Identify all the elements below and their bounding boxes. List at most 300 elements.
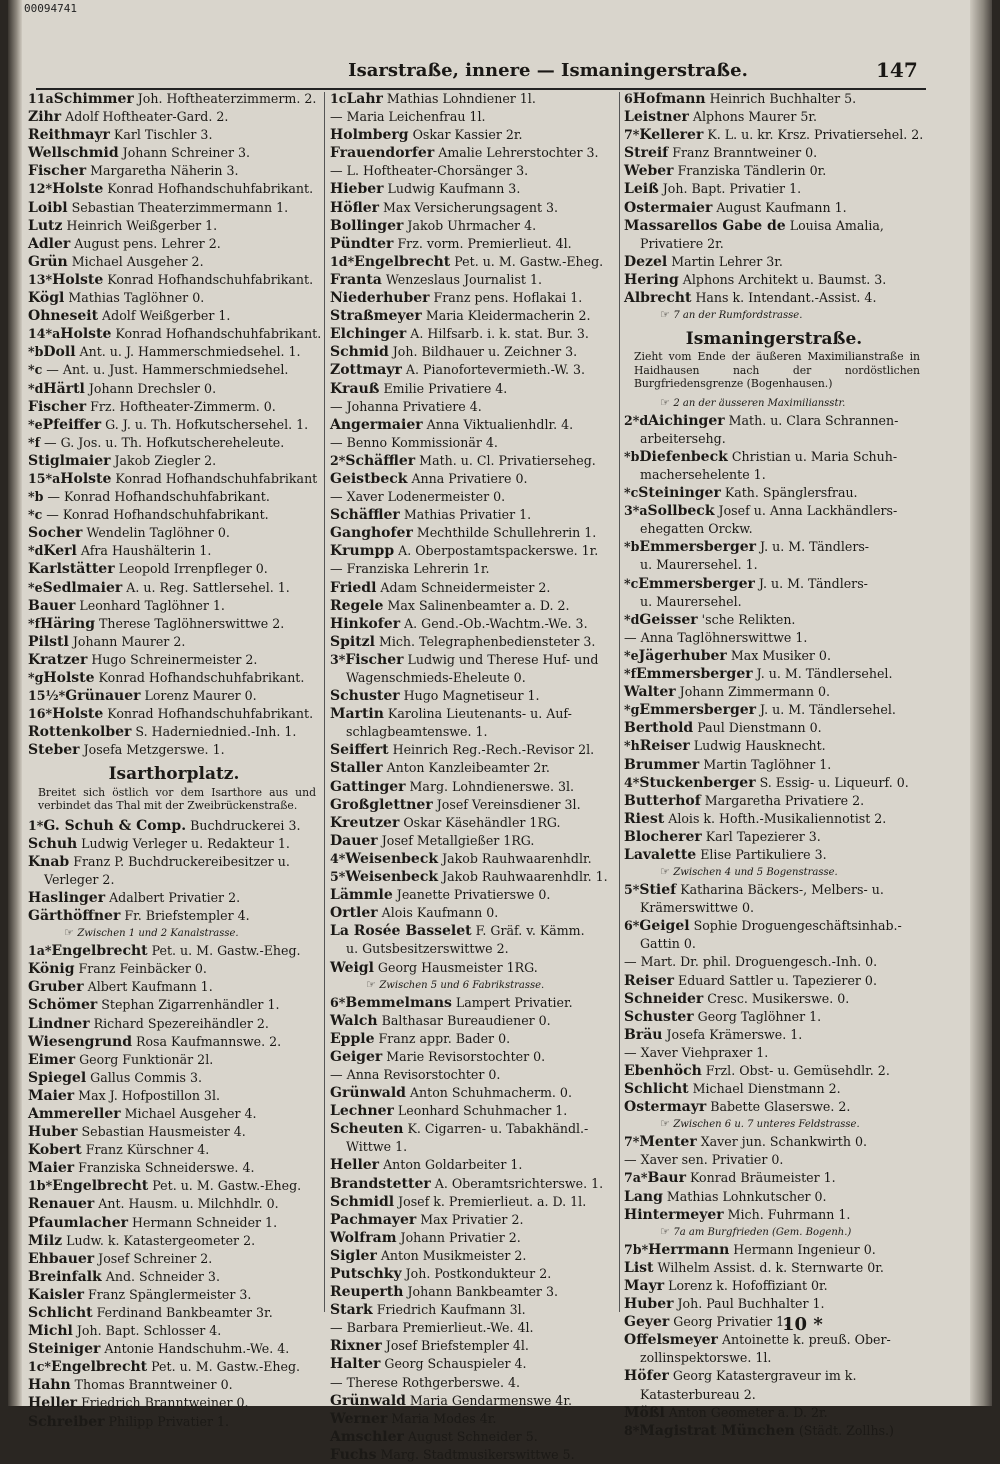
entry-detail: Therese Taglöhnerswittwe 2. <box>94 615 285 631</box>
entry-detail: Oskar Käsehändler 1RG. <box>399 814 561 830</box>
directory-entry <box>330 940 622 958</box>
resident-name: Wolfram <box>330 1229 397 1246</box>
directory-entry <box>624 538 924 556</box>
directory-entry <box>624 502 924 520</box>
entry-detail: — Anna Taglöhnerswittwe 1. <box>624 629 808 645</box>
pointing-hand-icon: ☞ <box>660 308 674 322</box>
directory-entry <box>624 162 924 180</box>
pointing-hand-icon: ☞ <box>660 1224 674 1238</box>
section-description: Zieht vom Ende der äußeren Maximilianstraße in Haidhausen nach der nordöstlichen Burgfriedensgrenze (Bogenhausen.) <box>634 350 920 391</box>
resident-name: Engelbrecht <box>51 943 148 960</box>
entry-detail: Friedrich Branntweiner 0. <box>77 1395 249 1411</box>
entry-detail: Josef Schreiner 2. <box>94 1250 213 1266</box>
resident-name: Mößl <box>624 1404 665 1421</box>
entry-detail: Adalbert Privatier 2. <box>105 889 241 905</box>
resident-name: Bollinger <box>330 217 404 234</box>
directory-entry <box>330 434 622 452</box>
resident-name: Heller <box>330 1157 380 1174</box>
entry-detail: Margaretha Näherin 3. <box>86 163 239 179</box>
resident-name: Höfer <box>624 1368 669 1385</box>
house-number: 5* <box>624 882 640 898</box>
house-number: 4* <box>330 850 346 866</box>
pointing-hand-icon: ☞ <box>64 926 78 940</box>
house-number: *d <box>624 611 640 627</box>
resident-name: Sollbeck <box>647 503 715 520</box>
house-number: *g <box>28 670 44 685</box>
entry-detail: Johann Privatier 2. <box>396 1229 521 1245</box>
entry-detail: Gallus Commis 3. <box>86 1069 202 1085</box>
resident-name: Schäffler <box>345 452 416 469</box>
entry-detail: A. u. Reg. Sattlersehel. 1. <box>122 579 290 595</box>
entry-detail: Lorenz k. Hofoffiziant 0r. <box>664 1277 828 1293</box>
directory-entry <box>624 774 924 792</box>
resident-name: Walter <box>624 684 676 701</box>
resident-name: Fischer <box>28 163 87 180</box>
directory-entry <box>624 1169 924 1187</box>
directory-entry <box>28 597 320 615</box>
entry-detail: Ludwig und Therese Huf- und <box>403 651 599 667</box>
cross-reference <box>624 1224 924 1241</box>
resident-name: Lavalette <box>624 846 697 863</box>
entry-detail: Ludwig Kaufmann 3. <box>383 181 521 197</box>
resident-name: Holste <box>52 271 104 288</box>
directory-entry <box>624 737 924 755</box>
resident-name: Leistner <box>624 109 689 126</box>
entry-detail: — Ant. u. Just. Hammerschmiedsehel. <box>42 362 289 378</box>
entry-detail: Lampert Privatier. <box>451 994 573 1010</box>
entry-detail: Pet. u. M. Gastw.-Eheg. <box>450 253 604 269</box>
house-number: 3*a <box>624 503 648 519</box>
directory-entry <box>330 850 622 868</box>
directory-entry <box>330 398 622 416</box>
directory-entry <box>28 579 320 597</box>
resident-name: Heller <box>28 1395 78 1412</box>
directory-entry <box>330 452 622 470</box>
entry-detail: A. Gend.-Ob.-Wachtm.-We. 3. <box>400 615 588 631</box>
resident-name: Schömer <box>28 997 98 1014</box>
resident-name: G. Schuh & Comp. <box>43 817 187 834</box>
directory-entry <box>330 343 622 361</box>
entry-detail: Josef Briefstempler 4l. <box>381 1338 529 1354</box>
directory-entry <box>330 271 622 289</box>
directory-entry <box>624 1241 924 1259</box>
entry-detail: Josef Metallgießer 1RG. <box>377 832 535 848</box>
pointing-hand-icon: ☞ <box>660 395 674 409</box>
entry-detail: Jeanette Privatierswe 0. <box>392 887 551 903</box>
entry-detail: Katasterbureau 2. <box>640 1386 756 1402</box>
directory-entry <box>330 904 622 922</box>
resident-name: Ehbauer <box>28 1250 95 1267</box>
resident-name: Regele <box>330 597 384 614</box>
directory-entry <box>330 1428 622 1446</box>
directory-entry <box>330 144 622 162</box>
resident-name: Hinkofer <box>330 615 401 632</box>
entry-detail: Wittwe 1. <box>346 1139 408 1155</box>
resident-name: Herrmann <box>648 1241 730 1258</box>
directory-entry <box>28 1123 320 1141</box>
resident-name: Kellerer <box>639 127 704 144</box>
directory-entry <box>28 380 320 398</box>
directory-entry <box>28 90 320 108</box>
entry-detail: Mathias Taglöhner 0. <box>64 290 205 306</box>
entry-detail: — Therese Rothgerberswe. 4. <box>330 1374 520 1390</box>
entry-detail: Pet. u. M. Gastw.-Eheg. <box>147 1359 301 1375</box>
resident-name: Streif <box>624 145 669 162</box>
entry-detail: Verleger 2. <box>44 871 115 887</box>
entry-detail: — Mart. Dr. phil. Droguengesch.-Inh. 0. <box>624 954 878 970</box>
directory-entry <box>624 756 924 774</box>
directory-entry <box>330 289 622 307</box>
directory-entry <box>330 1265 622 1283</box>
entry-detail: Math. u. Cl. Privatierseheg. <box>415 452 596 468</box>
directory-entry <box>28 162 320 180</box>
directory-entry <box>624 972 924 990</box>
entry-detail: Franziska Schneiderswe. 4. <box>74 1160 255 1176</box>
house-number: 1c <box>330 91 347 106</box>
directory-entry <box>330 814 622 832</box>
house-number: 15½* <box>28 688 66 704</box>
cross-reference-text: Zwischen 5 und 6 Fabrikstrasse. <box>379 979 545 991</box>
entry-detail: Max Privatier 2. <box>416 1211 524 1227</box>
directory-entry <box>624 126 924 144</box>
house-number: 1c* <box>28 1359 52 1375</box>
entry-detail: Georg Taglöhner 1. <box>693 1008 822 1024</box>
house-number: *g <box>624 702 640 718</box>
resident-name: Schreiber <box>28 1413 105 1430</box>
entry-detail: Friedrich Kaufmann 3l. <box>372 1302 526 1318</box>
resident-name: Gärthöffner <box>28 908 121 925</box>
resident-name: Holste <box>43 670 95 686</box>
cross-reference-text: Zwischen 6 u. 7 unteres Feldstrasse. <box>673 1119 860 1131</box>
entry-detail: Sebastian Hausmeister 4. <box>77 1124 246 1140</box>
entry-detail: Jakob Rauhwaarenhdlr. <box>438 850 592 866</box>
house-number: 15*a <box>28 470 61 486</box>
entry-detail: Joh. Postkondukteur 2. <box>401 1266 552 1281</box>
directory-entry <box>330 217 622 235</box>
resident-name: Schimmer <box>53 91 134 107</box>
resident-name: Doll <box>43 344 76 361</box>
entry-detail: — Anna Revisorstochter 0. <box>330 1066 501 1082</box>
directory-entry <box>28 669 320 687</box>
directory-entry <box>28 835 320 853</box>
directory-entry <box>330 380 622 398</box>
directory-entry <box>330 1048 622 1066</box>
page-number: 147 <box>876 58 918 82</box>
entry-detail: Hermann Schneider 1. <box>128 1214 278 1230</box>
directory-entry <box>330 1355 622 1373</box>
directory-entry <box>624 1133 924 1151</box>
entry-detail: Anton Kanzleibeamter 2r. <box>382 760 550 776</box>
resident-name: Blocherer <box>624 828 702 845</box>
entry-detail: Josef u. Anna Lackhändlers- <box>714 503 898 519</box>
resident-name: Butterhof <box>624 792 701 809</box>
resident-name: Walch <box>330 1012 378 1029</box>
entry-detail: K. L. u. kr. Krsz. Privatiersehel. 2. <box>703 127 924 143</box>
directory-entry <box>624 611 924 629</box>
running-header: Isarstraße, innere — Ismaningerstraße. <box>348 60 748 81</box>
resident-name: Reiser <box>624 972 675 989</box>
resident-name: Zottmayr <box>330 362 402 379</box>
resident-name: Karlstätter <box>28 561 115 578</box>
directory-entry <box>330 488 622 506</box>
directory-entry <box>28 289 320 307</box>
resident-name: Brandstetter <box>330 1175 431 1192</box>
resident-name: Grünwald <box>330 1392 406 1409</box>
directory-entry <box>28 871 320 889</box>
entry-detail: arbeitersehg. <box>640 430 726 446</box>
resident-name: Ganghofer <box>330 525 413 542</box>
house-number: *b <box>624 539 640 555</box>
directory-entry <box>28 996 320 1014</box>
directory-entry <box>330 1301 622 1319</box>
directory-entry <box>624 953 924 971</box>
house-number: *c <box>624 485 639 501</box>
directory-entry <box>624 593 924 611</box>
entry-detail: Albert Kaufmann 1. <box>83 979 213 995</box>
directory-entry <box>624 846 924 864</box>
entry-detail: Anton Goldarbeiter 1. <box>379 1157 523 1173</box>
entry-detail: Leopold Irrenpfleger 0. <box>114 561 268 577</box>
entry-detail: Johann Bankbeamter 3. <box>403 1284 558 1300</box>
resident-name: Wiesengrund <box>28 1033 132 1050</box>
directory-entry <box>28 506 320 524</box>
directory-entry <box>624 289 924 307</box>
resident-name: Weisenbeck <box>345 869 439 886</box>
directory-entry <box>330 796 622 814</box>
directory-entry <box>330 506 622 524</box>
directory-entry <box>330 868 622 886</box>
entry-detail: Fr. Briefstempler 4. <box>120 908 250 924</box>
resident-name: Ortler <box>330 905 378 922</box>
resident-name: Häring <box>40 615 95 632</box>
entry-detail: Frz. vorm. Premierlieut. 4l. <box>393 235 572 251</box>
resident-name: Huber <box>624 1296 674 1313</box>
entry-detail: Johann Drechsler 0. <box>84 380 217 396</box>
entry-detail: Ludwig Hausknecht. <box>689 738 826 754</box>
cross-reference-text: 2 an der äusseren Maximiliansstr. <box>673 397 846 409</box>
house-number: *b <box>28 489 44 505</box>
directory-entry <box>28 1304 320 1322</box>
directory-entry <box>28 1214 320 1232</box>
resident-name: Hofmann <box>632 91 706 107</box>
entry-detail: Louisa Amalia, <box>785 217 884 233</box>
directory-entry <box>28 907 320 925</box>
resident-name: Hintermeyer <box>624 1206 724 1223</box>
directory-entry <box>330 633 622 651</box>
entry-detail: Buchdruckerei 3. <box>186 817 301 833</box>
entry-detail: Philipp Privatier 1. <box>104 1413 230 1429</box>
directory-entry <box>28 1087 320 1105</box>
directory-entry <box>330 1193 622 1211</box>
house-number: *c <box>28 507 43 523</box>
house-number: 6* <box>330 994 346 1010</box>
directory-entry <box>330 1283 622 1301</box>
entry-detail: Max J. Hofpostillon 3l. <box>74 1087 220 1103</box>
directory-entry <box>330 1337 622 1355</box>
entry-detail: J. u. M. Tändlersehel. <box>756 702 896 718</box>
entry-detail: Michael Ausgeher 4. <box>120 1105 257 1121</box>
directory-page <box>8 0 992 1463</box>
house-number: *e <box>28 416 43 432</box>
directory-entry <box>624 828 924 846</box>
directory-entry <box>330 542 622 560</box>
entry-detail: Karolina Lieutenants- u. Auf- <box>383 706 572 722</box>
directory-entry <box>330 1156 622 1174</box>
resident-name: Kaisler <box>28 1286 85 1303</box>
column-2 <box>330 90 622 1464</box>
directory-entry <box>330 90 622 108</box>
entry-detail: schlagbeamtenswe. 1. <box>346 724 488 740</box>
scan-id: 00094741 <box>24 2 77 15</box>
resident-name: Weigl <box>330 959 374 976</box>
entry-detail: Mich. Fuhrmann 1. <box>723 1206 851 1222</box>
entry-detail: August Schneider 5. <box>403 1428 538 1444</box>
entry-detail: Stephan Zigarrenhändler 1. <box>97 997 280 1013</box>
entry-detail: Johann Maurer 2. <box>68 633 186 649</box>
directory-entry <box>624 1062 924 1080</box>
resident-name: Menter <box>639 1134 697 1151</box>
entry-detail: Mathias Privatier 1. <box>399 507 532 523</box>
resident-name: Holste <box>60 326 112 343</box>
resident-name: Pilstl <box>28 633 69 650</box>
directory-entry <box>330 1211 622 1229</box>
resident-name: Geistbeck <box>330 470 408 487</box>
resident-name: Engelbrecht <box>354 253 451 270</box>
resident-name: Reithmayr <box>28 127 110 144</box>
entry-detail: zollinspektorswe. 1l. <box>640 1350 772 1366</box>
house-number: 7* <box>624 1134 640 1150</box>
resident-name: Härtl <box>43 380 85 397</box>
resident-name: Krumpp <box>330 543 395 560</box>
directory-entry <box>330 1120 622 1138</box>
resident-name: Fischer <box>345 651 404 668</box>
entry-detail: A. Pianofortevermieth.-W. 3. <box>401 362 585 378</box>
entry-detail: Sebastian Theaterzimmermann 1. <box>67 199 289 215</box>
directory-entry <box>330 1392 622 1410</box>
house-number: 1d* <box>330 253 355 269</box>
resident-name: Stuckenberger <box>639 774 756 791</box>
resident-name: Epple <box>330 1030 375 1047</box>
entry-detail: Hans k. Intendant.-Assist. 4. <box>691 290 877 306</box>
resident-name: Loibl <box>28 199 68 216</box>
directory-entry <box>330 524 622 542</box>
directory-entry <box>28 180 320 198</box>
resident-name: Elchinger <box>330 326 407 343</box>
resident-name: Magistrat München <box>639 1422 795 1439</box>
resident-name: Lutz <box>28 217 63 234</box>
entry-detail: Marg. Stadtmusikerswittwe 5. <box>376 1446 575 1462</box>
resident-name: Lahr <box>346 91 383 107</box>
directory-entry <box>28 560 320 578</box>
house-number: 1b* <box>28 1178 53 1194</box>
house-number: 14*a <box>28 326 61 342</box>
resident-name: Ebenhöch <box>624 1063 702 1079</box>
entry-detail: — Maria Leichenfrau 1l. <box>330 109 486 125</box>
directory-entry <box>28 144 320 162</box>
directory-entry <box>624 629 924 647</box>
directory-entry <box>624 466 924 484</box>
directory-entry <box>330 1229 622 1247</box>
entry-detail: — G. Jos. u. Th. Hofkutschereheleute. <box>40 434 285 450</box>
entry-detail: Joh. Bapt. Schlosser 4. <box>72 1323 222 1339</box>
directory-entry <box>28 1413 320 1431</box>
pointing-hand-icon: ☞ <box>660 865 674 879</box>
directory-entry <box>624 520 924 538</box>
directory-entry <box>28 741 320 759</box>
resident-name: Ammereller <box>28 1105 121 1122</box>
house-number: 1a* <box>28 943 52 959</box>
entry-detail: Maria Kleidermacherin 2. <box>421 308 591 324</box>
resident-name: Geiger <box>330 1048 383 1065</box>
entry-detail: Oskar Kassier 2r. <box>408 127 523 143</box>
entry-detail: K. Cigarren- u. Tabakhändl.- <box>403 1121 589 1137</box>
entry-detail: Babette Glaserswe. 2. <box>706 1099 851 1115</box>
directory-entry <box>624 1080 924 1098</box>
directory-entry <box>330 669 622 687</box>
resident-name: Schuster <box>624 1008 694 1025</box>
entry-detail: Max Salinenbeamter a. D. 2. <box>383 597 570 613</box>
entry-detail: Adolf Weißgerber 1. <box>98 308 231 324</box>
entry-detail: Joh. Hoftheaterzimmerm. 2. <box>133 91 317 106</box>
resident-name: Haslinger <box>28 889 106 906</box>
resident-name: Wellschmid <box>28 145 119 162</box>
resident-name: Riest <box>624 810 665 827</box>
directory-entry <box>624 1313 924 1331</box>
entry-detail: Ludwig Verleger u. Redakteur 1. <box>77 835 290 851</box>
resident-name: Lang <box>624 1188 663 1205</box>
directory-entry <box>28 705 320 723</box>
resident-name: Adler <box>28 235 71 252</box>
directory-entry <box>330 162 622 180</box>
house-number: *c <box>28 362 43 378</box>
directory-entry <box>330 1102 622 1120</box>
directory-entry <box>28 434 320 452</box>
directory-entry <box>624 935 924 953</box>
entry-detail: — Barbara Premierlieut.-We. 4l. <box>330 1320 534 1336</box>
entry-detail: And. Schneider 3. <box>101 1268 220 1284</box>
entry-detail: Konrad Bräumeister 1. <box>685 1170 836 1186</box>
directory-entry <box>330 723 622 741</box>
entry-detail: Paul Dienstmann 0. <box>693 720 822 736</box>
entry-detail: u. Gutsbesitzerswittwe 2. <box>346 941 509 957</box>
resident-name: Aichinger <box>648 412 725 429</box>
resident-name: Amschler <box>330 1428 404 1445</box>
directory-entry <box>624 1331 924 1349</box>
directory-entry <box>28 452 320 470</box>
directory-entry <box>624 448 924 466</box>
directory-entry <box>330 705 622 723</box>
entry-detail: machersehelente 1. <box>640 467 766 482</box>
resident-name: Offelsmeyer <box>624 1332 718 1349</box>
entry-detail: 'sche Relikten. <box>697 611 796 627</box>
resident-name: List <box>624 1259 654 1276</box>
cross-reference <box>624 864 924 881</box>
entry-detail: Josef k. Premierlieut. a. D. 1l. <box>394 1193 587 1209</box>
resident-name: Schneider <box>624 990 704 1007</box>
directory-entry <box>330 651 622 669</box>
directory-entry <box>28 1051 320 1069</box>
resident-name: Diefenbeck <box>639 448 728 465</box>
entry-detail: — Xaver Lodenermeister 0. <box>330 489 506 505</box>
resident-name: Leiß <box>624 181 659 198</box>
entry-detail: — Konrad Hofhandschuhfabrikant. <box>42 507 269 523</box>
resident-name: Grünwald <box>330 1085 406 1102</box>
entry-detail: — Xaver Viehpraxer 1. <box>624 1044 769 1060</box>
directory-entry <box>28 126 320 144</box>
entry-detail: Franz pens. Hoflakai 1. <box>429 290 583 306</box>
entry-detail: Maria Modes 4r. <box>387 1410 497 1426</box>
directory-entry <box>624 665 924 683</box>
